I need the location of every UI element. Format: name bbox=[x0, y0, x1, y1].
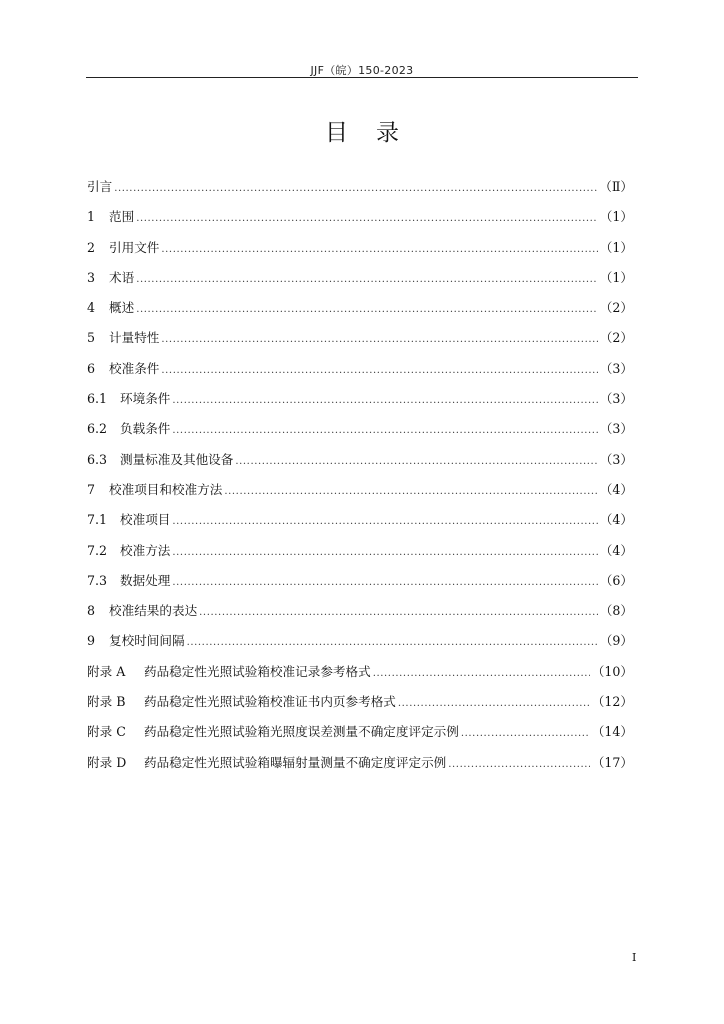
toc-entry-label: 计量特性 bbox=[109, 330, 160, 346]
toc-entry-label: 范围 bbox=[109, 209, 135, 225]
toc-leader-dots bbox=[172, 577, 597, 588]
toc-entry-number: 7.3 bbox=[87, 572, 108, 588]
toc-entry-label: 校准项目 bbox=[120, 512, 171, 528]
toc-entry-label: 引言 bbox=[87, 179, 113, 194]
toc-leader-dots bbox=[235, 456, 597, 467]
toc-entry-page: （3） bbox=[599, 391, 633, 407]
page-title: 目录 bbox=[325, 120, 427, 146]
toc-entry-number: 6.3 bbox=[87, 451, 108, 467]
toc-entry-page: （4） bbox=[599, 542, 633, 558]
toc-leader-dots bbox=[172, 516, 597, 527]
toc-entry-label: 数据处理 bbox=[120, 572, 171, 588]
toc-entry[interactable] bbox=[87, 388, 633, 418]
toc-entry-number: 4 bbox=[87, 300, 96, 316]
toc-leader-dots bbox=[224, 486, 597, 497]
toc-entry-number: 7.1 bbox=[87, 512, 108, 528]
toc-entry-page: （6） bbox=[599, 572, 633, 588]
toc-entry-label: 药品稳定性光照试验箱光照度误差测量不确定度评定示例 bbox=[144, 724, 459, 740]
toc-entry-page: （3） bbox=[599, 360, 633, 376]
toc-entry-number: 附录 B bbox=[87, 694, 126, 710]
toc-entry-page: （1） bbox=[599, 269, 633, 285]
toc-entry[interactable] bbox=[87, 752, 633, 782]
toc-entry-label: 术语 bbox=[109, 269, 135, 285]
toc-leader-dots bbox=[373, 668, 590, 679]
toc-entry[interactable] bbox=[87, 691, 633, 721]
toc-entry[interactable] bbox=[87, 358, 633, 388]
toc-entry-page: （Ⅱ） bbox=[599, 179, 633, 194]
toc-entry[interactable] bbox=[87, 449, 633, 479]
toc-entry[interactable] bbox=[87, 327, 633, 357]
toc-entry-label: 药品稳定性光照试验箱校准记录参考格式 bbox=[144, 663, 371, 679]
toc-entry[interactable] bbox=[87, 721, 633, 751]
toc-entry-number: 1 bbox=[87, 209, 96, 225]
toc-leader-dots bbox=[448, 759, 590, 770]
toc-entry-number: 9 bbox=[87, 633, 96, 649]
toc-entry-number: 7 bbox=[87, 481, 96, 497]
toc-leader-dots bbox=[199, 607, 598, 618]
toc-entry[interactable] bbox=[87, 600, 633, 630]
toc-entry-page: （2） bbox=[599, 330, 633, 346]
toc-entry[interactable] bbox=[87, 297, 633, 327]
toc-entry[interactable] bbox=[87, 540, 633, 570]
toc-leader-dots bbox=[136, 304, 598, 315]
toc-entry-page: （3） bbox=[599, 421, 633, 437]
toc-entry-number: 8 bbox=[87, 603, 96, 619]
toc-entry[interactable] bbox=[87, 176, 633, 206]
toc-entry-page: （1） bbox=[599, 239, 633, 255]
toc-entry[interactable] bbox=[87, 418, 633, 448]
toc-entry-page: （12） bbox=[591, 694, 633, 710]
toc-entry-page: （3） bbox=[599, 451, 633, 467]
toc-entry-page: （2） bbox=[599, 300, 633, 316]
toc-entry-page: （17） bbox=[591, 754, 633, 770]
toc-entry[interactable] bbox=[87, 237, 633, 267]
toc-entry-label: 概述 bbox=[109, 300, 135, 316]
toc-entry-number: 附录 D bbox=[87, 754, 127, 770]
toc-entry-label: 校准项目和校准方法 bbox=[109, 481, 223, 497]
toc-entry[interactable] bbox=[87, 630, 633, 660]
toc-entry-label: 药品稳定性光照试验箱校准证书内页参考格式 bbox=[144, 694, 396, 710]
toc-leader-dots bbox=[114, 183, 597, 194]
toc-entry-number: 6.2 bbox=[87, 421, 108, 437]
toc-entry-number: 5 bbox=[87, 330, 96, 346]
toc-entry-page: （9） bbox=[599, 633, 633, 649]
toc-entry-label: 引用文件 bbox=[109, 239, 160, 255]
toc-leader-dots bbox=[172, 425, 597, 436]
toc-entry-number: 附录 C bbox=[87, 724, 126, 740]
toc-entry-number: 6 bbox=[87, 360, 96, 376]
toc-entry-label: 校准条件 bbox=[109, 360, 160, 376]
toc-entry-number: 2 bbox=[87, 239, 96, 255]
document-code-header: JJF（皖）150-2023 bbox=[310, 64, 414, 77]
toc-entry[interactable] bbox=[87, 206, 633, 236]
toc-entry-number: 6.1 bbox=[87, 391, 108, 407]
toc-entry-label: 药品稳定性光照试验箱曝辐射量测量不确定度评定示例 bbox=[144, 754, 447, 770]
toc-entry-label: 复校时间间隔 bbox=[109, 633, 185, 649]
toc-entry[interactable] bbox=[87, 479, 633, 509]
toc-entry-label: 校准方法 bbox=[120, 542, 171, 558]
table-of-contents bbox=[87, 176, 633, 782]
toc-entry-label: 校准结果的表达 bbox=[109, 603, 198, 619]
toc-entry[interactable] bbox=[87, 267, 633, 297]
toc-entry-number: 附录 A bbox=[87, 663, 126, 679]
toc-leader-dots bbox=[161, 244, 597, 255]
toc-entry[interactable] bbox=[87, 570, 633, 600]
toc-entry-label: 负载条件 bbox=[120, 421, 171, 437]
toc-leader-dots bbox=[136, 213, 598, 224]
toc-leader-dots bbox=[136, 274, 598, 285]
page-number: I bbox=[632, 951, 637, 964]
toc-leader-dots bbox=[398, 698, 590, 709]
toc-entry-page: （14） bbox=[591, 724, 633, 740]
toc-entry[interactable] bbox=[87, 509, 633, 539]
toc-leader-dots bbox=[161, 365, 597, 376]
toc-entry-page: （10） bbox=[591, 663, 633, 679]
toc-leader-dots bbox=[161, 334, 597, 345]
toc-entry-page: （8） bbox=[599, 603, 633, 619]
header-rule bbox=[86, 77, 638, 78]
toc-entry-page: （4） bbox=[599, 512, 633, 528]
toc-entry-number: 3 bbox=[87, 269, 96, 285]
toc-entry-number: 7.2 bbox=[87, 542, 108, 558]
toc-entry-label: 环境条件 bbox=[120, 391, 171, 407]
toc-entry-label: 测量标准及其他设备 bbox=[120, 451, 234, 467]
toc-entry[interactable] bbox=[87, 661, 633, 691]
toc-entry-page: （1） bbox=[599, 209, 633, 225]
toc-leader-dots bbox=[187, 637, 598, 648]
toc-entry-page: （4） bbox=[599, 481, 633, 497]
toc-leader-dots bbox=[172, 395, 597, 406]
toc-leader-dots bbox=[461, 728, 590, 739]
toc-leader-dots bbox=[172, 547, 597, 558]
